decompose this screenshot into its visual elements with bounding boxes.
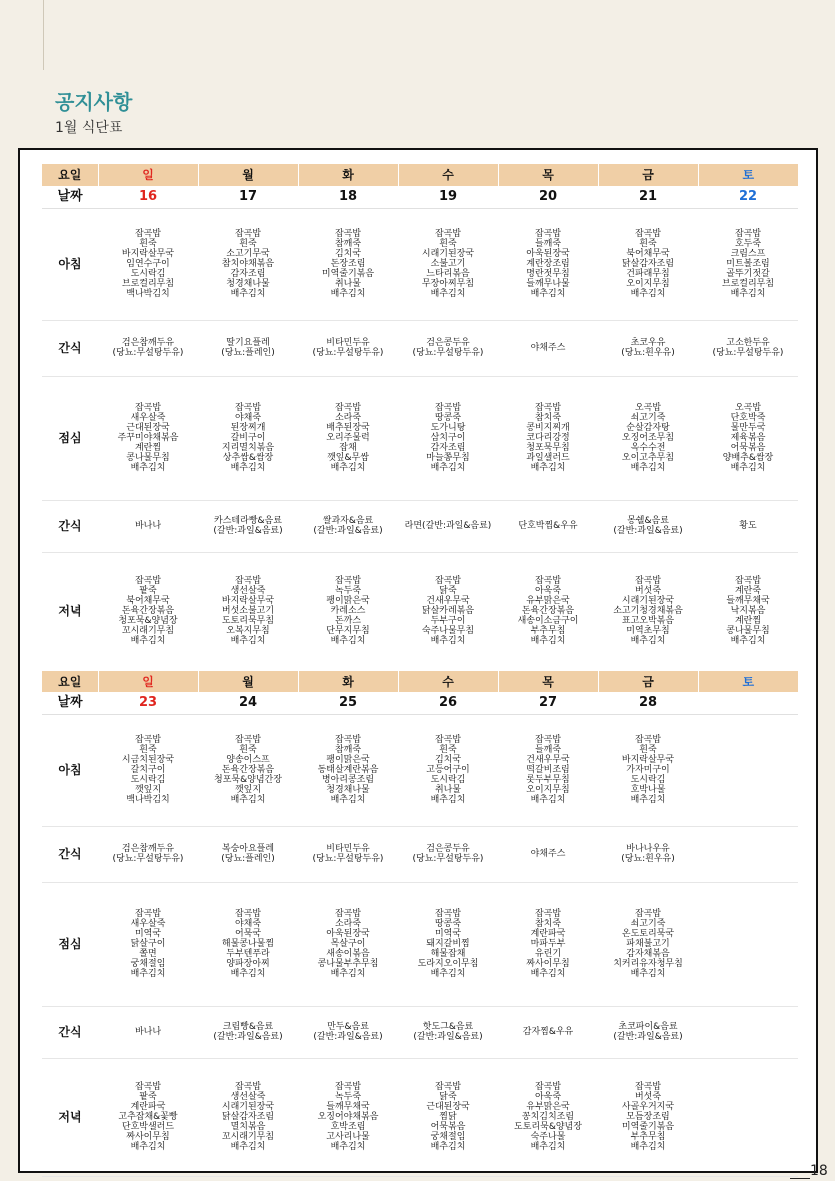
dinner-cell: 잡곡밥 생선살죽 시래기된장국 닭살감자조림 멸치볶음 꼬시래기무침 배추김치 bbox=[198, 1058, 298, 1176]
date-cell: 22 bbox=[698, 186, 798, 208]
afternoon-snack-cell: 크림빵&음료 (갈반:과일&음료) bbox=[198, 1006, 298, 1058]
dinner-cell: 잡곡밥 아욱죽 유부맑은국 돈육간장볶음 새송이소금구이 부추무침 배추김치 bbox=[498, 552, 598, 670]
afternoon-snack-cell: 쌀과자&음료 (갈반:과일&음료) bbox=[298, 500, 398, 552]
dinner-cell: 잡곡밥 계란죽 들깨무채국 낙지볶음 계란찜 콩나물무침 배추김치 bbox=[698, 552, 798, 670]
lunch-cell: 잡곡밥 야채죽 된장찌개 갈비구이 지리멸치볶음 상추쌈&쌈장 배추김치 bbox=[198, 376, 298, 500]
weekday-cell: 화 bbox=[298, 670, 398, 692]
breakfast-cell: 잡곡밥 흰죽 시금치된장국 갈치구이 도시락김 깻잎지 백나박김치 bbox=[98, 714, 198, 826]
afternoon-snack-cell: 초코파이&음료 (갈반:과일&음료) bbox=[598, 1006, 698, 1058]
page-number: 18 bbox=[810, 1163, 828, 1179]
dinner-cell: 잡곡밥 생선살죽 바지락살무국 버섯소불고기 도토리묵무침 오복지무침 배추김치 bbox=[198, 552, 298, 670]
afternoon-snack-cell: 바나나 bbox=[98, 500, 198, 552]
afternoon-snack-label: 간식 bbox=[42, 500, 98, 552]
dinner-cell: 잡곡밥 버섯죽 시래기된장국 소고기청경채볶음 표고오박볶음 미역초무침 배추김치 bbox=[598, 552, 698, 670]
morning-snack-cell: 검은콩두유 (당뇨:무설탕두유) bbox=[398, 826, 498, 882]
date-cell: 21 bbox=[598, 186, 698, 208]
afternoon-snack-cell: 황도 bbox=[698, 500, 798, 552]
dinner-cell: 잡곡밥 팥죽 북어채무국 돈육간장볶음 청포묵&양념장 꼬시래기무침 배추김치 bbox=[98, 552, 198, 670]
morning-snack-row bbox=[42, 320, 798, 376]
weekday-cell: 월 bbox=[198, 164, 298, 186]
weekday-header-row bbox=[42, 164, 798, 186]
weekday-cell: 금 bbox=[598, 670, 698, 692]
date-label: 날짜 bbox=[42, 186, 98, 208]
morning-snack-cell: 고소한두유 (당뇨:무설탕두유) bbox=[698, 320, 798, 376]
menu-frame bbox=[18, 148, 818, 1173]
afternoon-snack-cell: 몽쉘&음료 (갈반:과일&음료) bbox=[598, 500, 698, 552]
morning-snack-cell: 검은참깨두유 (당뇨:무설탕두유) bbox=[98, 320, 198, 376]
dinner-cell: 잡곡밥 아욱죽 유부맑은국 꽁치김치조림 도토리묵&양념장 숙주나물 배추김치 bbox=[498, 1058, 598, 1176]
morning-snack-label: 간식 bbox=[42, 826, 98, 882]
lunch-cell: 잡곡밥 쇠고기죽 온도토리묵국 파채불고기 감자채볶음 치커리유자청무침 배추김치 bbox=[598, 882, 698, 1006]
breakfast-label: 아침 bbox=[42, 714, 98, 826]
breakfast-cell: 잡곡밥 들깨죽 건새우무국 떡갈비조림 롯두부무침 오이지무침 배추김치 bbox=[498, 714, 598, 826]
date-cell: 20 bbox=[498, 186, 598, 208]
morning-snack-cell: 초코우유 (당뇨:흰우유) bbox=[598, 320, 698, 376]
date-cell bbox=[698, 692, 798, 714]
breakfast-cell: 잡곡밥 참깨죽 김치국 돈장조림 미역줄기볶음 취나물 배추김치 bbox=[298, 208, 398, 320]
breakfast-cell: 잡곡밥 흰죽 양송이스프 돈육간장볶음 청포묵&양념간장 깻잎지 배추김치 bbox=[198, 714, 298, 826]
date-cell: 17 bbox=[198, 186, 298, 208]
lunch-label: 점심 bbox=[42, 376, 98, 500]
morning-snack-cell: 야채주스 bbox=[498, 320, 598, 376]
lunch-cell: 잡곡밥 땅콩죽 미역국 돼지갈비찜 해물잡채 도라지오이무침 배추김치 bbox=[398, 882, 498, 1006]
breakfast-cell: 잡곡밥 들깨죽 아욱된장국 계란장조림 명란젓무침 들깨무나물 배추김치 bbox=[498, 208, 598, 320]
dinner-label: 저녁 bbox=[42, 552, 98, 670]
date-cell: 18 bbox=[298, 186, 398, 208]
dinner-cell: 잡곡밥 닭죽 건새우무국 닭살카레볶음 두부구이 숙주나물무침 배추김치 bbox=[398, 552, 498, 670]
dinner-row bbox=[42, 1058, 798, 1176]
breakfast-cell: 잡곡밥 호두죽 크림스프 미트볼조림 골뚜기젓갈 브로컬리무침 배추김치 bbox=[698, 208, 798, 320]
menu-table bbox=[42, 164, 798, 1177]
dinner-cell: 잡곡밥 녹두죽 들깨무채국 오징어야채볶음 호박조림 고사리나물 배추김치 bbox=[298, 1058, 398, 1176]
dinner-cell: 잡곡밥 녹두죽 팽이맑은국 카레소스 돈까스 단무지무침 배추김치 bbox=[298, 552, 398, 670]
lunch-cell: 오곡밥 쇠고기죽 순살감자탕 오징어조무침 옥수수전 오이고추무침 배추김치 bbox=[598, 376, 698, 500]
lunch-row bbox=[42, 376, 798, 500]
afternoon-snack-cell: 라면(갈반:과일&음료) bbox=[398, 500, 498, 552]
morning-snack-cell: 야채주스 bbox=[498, 826, 598, 882]
afternoon-snack-row bbox=[42, 1006, 798, 1058]
weekday-cell: 수 bbox=[398, 670, 498, 692]
weekday-cell: 수 bbox=[398, 164, 498, 186]
breakfast-row bbox=[42, 208, 798, 320]
weekday-cell: 목 bbox=[498, 670, 598, 692]
weekday-label: 요일 bbox=[42, 164, 98, 186]
weekday-cell: 일 bbox=[98, 670, 198, 692]
afternoon-snack-cell: 감자찜&우유 bbox=[498, 1006, 598, 1058]
afternoon-snack-cell: 바나나 bbox=[98, 1006, 198, 1058]
morning-snack-cell: 검은콩두유 (당뇨:무설탕두유) bbox=[398, 320, 498, 376]
date-label: 날짜 bbox=[42, 692, 98, 714]
dinner-label: 저녁 bbox=[42, 1058, 98, 1176]
morning-snack-cell: 비타민두유 (당뇨:무설탕두유) bbox=[298, 320, 398, 376]
morning-snack-cell: 딸기요플레 (당뇨:플레인) bbox=[198, 320, 298, 376]
afternoon-snack-cell bbox=[698, 1006, 798, 1058]
date-cell: 24 bbox=[198, 692, 298, 714]
morning-snack-cell: 비타민두유 (당뇨:무설탕두유) bbox=[298, 826, 398, 882]
breakfast-cell: 잡곡밥 흰죽 북어채무국 닭살감자조림 건파래무침 오이지무침 배추김치 bbox=[598, 208, 698, 320]
weekday-header-row bbox=[42, 670, 798, 692]
morning-snack-cell bbox=[698, 826, 798, 882]
lunch-cell: 잡곡밥 땅콩죽 도가니탕 삼치구이 감자조림 마늘쫑무침 배추김치 bbox=[398, 376, 498, 500]
date-cell: 27 bbox=[498, 692, 598, 714]
margin-line bbox=[43, 0, 44, 70]
morning-snack-cell: 복숭아요플레 (당뇨:플레인) bbox=[198, 826, 298, 882]
afternoon-snack-cell: 단호박찜&우유 bbox=[498, 500, 598, 552]
dinner-cell: 잡곡밥 닭죽 근대된장국 찜닭 어묵볶음 궁채절임 배추김치 bbox=[398, 1058, 498, 1176]
breakfast-row bbox=[42, 714, 798, 826]
afternoon-snack-cell: 카스테라빵&음료 (갈반:과일&음료) bbox=[198, 500, 298, 552]
dinner-cell: 잡곡밥 팥죽 계란파국 고추잡채&꽃빵 단호박샐러드 짜사이무침 배추김치 bbox=[98, 1058, 198, 1176]
breakfast-cell: 잡곡밥 흰죽 시래기된장국 소불고기 느타리볶음 무장아찌무침 배추김치 bbox=[398, 208, 498, 320]
page-title: 공지사항 bbox=[55, 90, 133, 114]
date-cell: 28 bbox=[598, 692, 698, 714]
dinner-cell: 잡곡밥 버섯죽 사골우거지국 모듬장조림 미역줄기볶음 부추무침 배추김치 bbox=[598, 1058, 698, 1176]
date-row bbox=[42, 186, 798, 208]
morning-snack-label: 간식 bbox=[42, 320, 98, 376]
page-subtitle: 1월 식단표 bbox=[55, 120, 123, 136]
breakfast-cell: 잡곡밥 흰죽 바지락살무국 임연수구이 도시락김 브로컬리무침 백나박김치 bbox=[98, 208, 198, 320]
date-cell: 19 bbox=[398, 186, 498, 208]
weekday-cell: 월 bbox=[198, 670, 298, 692]
date-cell: 23 bbox=[98, 692, 198, 714]
date-cell: 26 bbox=[398, 692, 498, 714]
weekday-label: 요일 bbox=[42, 670, 98, 692]
lunch-cell: 잡곡밥 야채죽 어묵국 해물콩나물찜 두부텐푸라 양파장아찌 배추김치 bbox=[198, 882, 298, 1006]
afternoon-snack-label: 간식 bbox=[42, 1006, 98, 1058]
weekday-cell: 토 bbox=[698, 670, 798, 692]
breakfast-cell: 잡곡밥 흰죽 김치국 고등어구이 도시락김 취나물 배추김치 bbox=[398, 714, 498, 826]
date-row bbox=[42, 692, 798, 714]
breakfast-label: 아침 bbox=[42, 208, 98, 320]
weekday-cell: 금 bbox=[598, 164, 698, 186]
lunch-cell: 잡곡밥 새우살죽 미역국 닭살구이 쫄면 궁채절임 배추김치 bbox=[98, 882, 198, 1006]
breakfast-cell bbox=[698, 714, 798, 826]
morning-snack-row bbox=[42, 826, 798, 882]
afternoon-snack-cell: 핫도그&음료 (갈반:과일&음료) bbox=[398, 1006, 498, 1058]
breakfast-cell: 잡곡밥 참깨죽 팽이맑은국 동태살계란볶음 병아리콩조림 청경채나물 배추김치 bbox=[298, 714, 398, 826]
afternoon-snack-cell: 만두&음료 (갈반:과일&음료) bbox=[298, 1006, 398, 1058]
morning-snack-cell: 바나나우유 (당뇨:흰우유) bbox=[598, 826, 698, 882]
date-cell: 25 bbox=[298, 692, 398, 714]
dinner-cell bbox=[698, 1058, 798, 1176]
morning-snack-cell: 검은참깨두유 (당뇨:무설탕두유) bbox=[98, 826, 198, 882]
breakfast-cell: 잡곡밥 흰죽 소고기무국 참치야채볶음 감자조림 청경채나물 배추김치 bbox=[198, 208, 298, 320]
afternoon-snack-row bbox=[42, 500, 798, 552]
date-cell: 16 bbox=[98, 186, 198, 208]
lunch-cell bbox=[698, 882, 798, 1006]
lunch-cell: 잡곡밥 새우살죽 근대된장국 주꾸미야채볶음 계란찜 콩나물무침 배추김치 bbox=[98, 376, 198, 500]
page-number-underline bbox=[790, 1178, 810, 1179]
lunch-cell: 오곡밥 단호박죽 물만두국 제육볶음 어묵볶음 양배추&쌈장 배추김치 bbox=[698, 376, 798, 500]
lunch-cell: 잡곡밥 참치죽 콩비지찌개 코다리강정 청포묵무침 과일샐러드 배추김치 bbox=[498, 376, 598, 500]
weekday-cell: 화 bbox=[298, 164, 398, 186]
lunch-cell: 잡곡밥 참치죽 계란파국 마파두부 유린기 짜사이무침 배추김치 bbox=[498, 882, 598, 1006]
breakfast-cell: 잡곡밥 흰죽 바지락살무국 가자미구이 도시락김 호박나물 배추김치 bbox=[598, 714, 698, 826]
weekday-cell: 토 bbox=[698, 164, 798, 186]
lunch-cell: 잡곡밥 소라죽 배추된장국 오리주물럭 잡채 깻잎&무쌈 배추김치 bbox=[298, 376, 398, 500]
lunch-label: 점심 bbox=[42, 882, 98, 1006]
lunch-row bbox=[42, 882, 798, 1006]
weekday-cell: 목 bbox=[498, 164, 598, 186]
lunch-cell: 잡곡밥 소라죽 아욱된장국 목살구이 새송이볶음 콩나물부추무침 배추김치 bbox=[298, 882, 398, 1006]
weekday-cell: 일 bbox=[98, 164, 198, 186]
dinner-row bbox=[42, 552, 798, 670]
